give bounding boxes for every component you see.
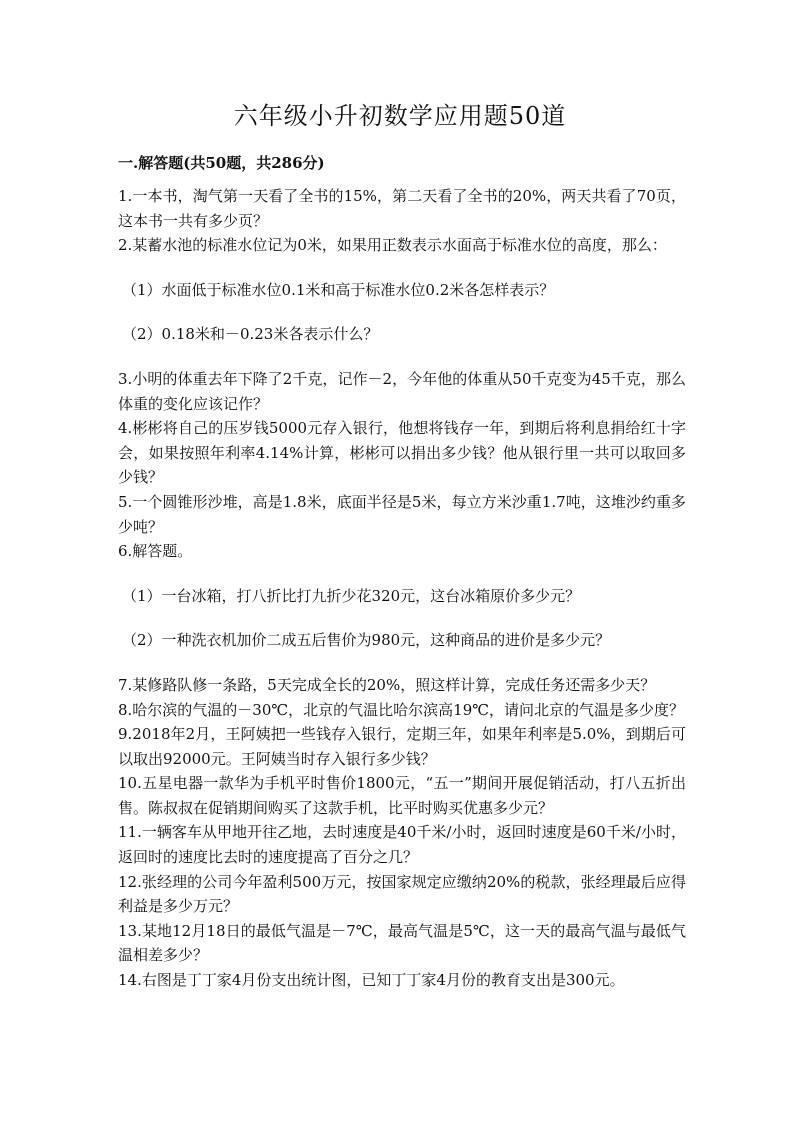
problem-13: 13.某地12月18日的最低气温是－7℃，最高气温是5℃，这一天的最高气温与最低气温相差多少？ (118, 921, 686, 965)
problem-6: 6.解答题。 (118, 542, 193, 561)
problem-3: 3.小明的体重去年下降了2千克，记作－2，今年他的体重从50千克变为45千克，那么体重的变化应该记作？ (118, 369, 686, 413)
problem-9: 9.2018年2月，王阿姨把一些钱存入银行，定期三年，如果年利率是5.0%，到期后可以取出92000元。王阿姨当时存入银行多少钱？ (118, 725, 686, 768)
section-heading: 一.解答题(共50题，共286分) (118, 154, 325, 172)
problem-6-part-2: （2）一种洗衣机加价二成五后售价为980元，这种商品的进价是多少元？ (122, 631, 611, 650)
problem-12: 12.张经理的公司今年盈利500万元，按国家规定应缴纳20%的税款，张经理最后应得利益是多少万元？ (118, 872, 686, 916)
problem-11: 11.一辆客车从甲地开往乙地，去时速度是40千米/小时，返回时速度是60千米/小时，返回时的速度比去时的速度提高了百分之几？ (118, 823, 686, 867)
problem-14: 14.右图是丁丁家4月份支出统计图，已知丁丁家4月份的教育支出是300元。 (118, 971, 625, 990)
problem-7: 7.某修路队修一条路，5天完成全长的20%，照这样计算，完成任务还需多少天？ (118, 675, 656, 694)
problem-5: 5.一个圆锥形沙堆，高是1.8米，底面半径是5米，每立方米沙重1.7吨，这堆沙约重多少吨？ (118, 492, 686, 536)
problem-10: 10.五星电器一款华为手机平时售价1800元，“五一”期间开展促销活动，打八五折出售。陈叔叔在促销期间购买了这款手机，比平时购买优惠多少元？ (118, 774, 686, 817)
problem-8: 8.哈尔滨的气温的－30℃，北京的气温比哈尔滨高19℃，请问北京的气温是多少度？ (118, 700, 685, 719)
page-title: 六年级小升初数学应用题50道 (233, 102, 567, 130)
problem-2-part-2: （2）0.18米和－0.23米各表示什么？ (122, 325, 379, 344)
problem-4: 4.彬彬将自己的压岁钱5000元存入银行，他想将钱存一年，到期后将利息捐给红十字会，如果按照年利率4.14%计算，彬彬可以捐出多少钱？他从银行里一共可以取回多少钱？ (118, 419, 686, 487)
problem-6-part-1: （1）一台冰箱，打八折比打九折少花320元，这台冰箱原价多少元？ (122, 586, 581, 605)
problem-2: 2.某蓄水池的标准水位记为0米，如果用正数表示水面高于标准水位的高度，那么： (118, 236, 667, 255)
problem-2-part-1: （1）水面低于标准水位0.1米和高于标准水位0.2米各怎样表示？ (122, 280, 555, 299)
problem-list (118, 184, 686, 993)
problem-1: 1.一本书，淘气第一天看了全书的15%，第二天看了全书的20%，两天共看了70页，这本书一共有多少页？ (118, 187, 686, 230)
